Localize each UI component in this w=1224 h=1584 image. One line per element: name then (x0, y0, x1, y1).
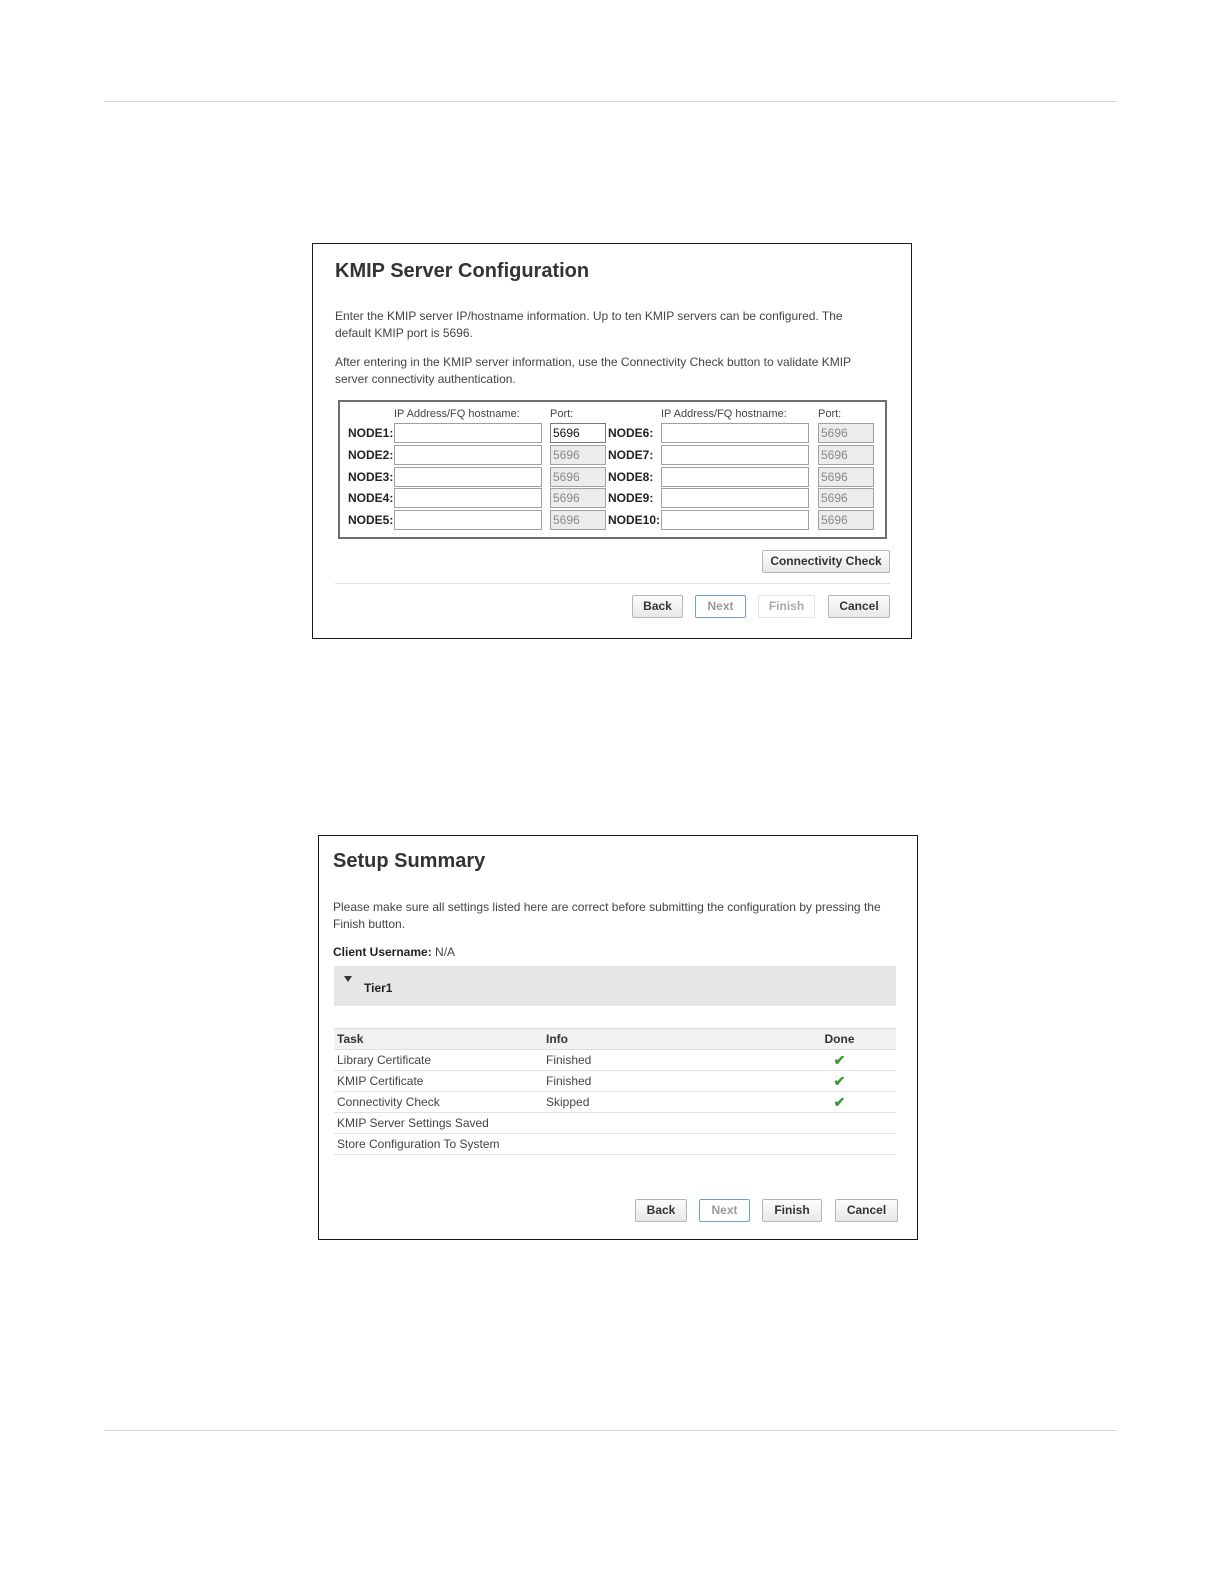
summary-finish-button[interactable]: Finish (762, 1199, 822, 1222)
task-info: Finished (543, 1071, 783, 1092)
node-ip-input[interactable] (394, 467, 542, 487)
node-port-input[interactable]: 5696 (550, 510, 606, 530)
task-row (334, 1134, 896, 1155)
task-row (334, 1092, 896, 1113)
node-ip-input[interactable] (394, 488, 542, 508)
task-name: Connectivity Check (334, 1092, 543, 1113)
node-port-input[interactable]: 5696 (818, 467, 874, 487)
kmip-intro-text: Enter the KMIP server IP/hostname information. Up to ten KMIP servers can be configured. The default KMIP port is 5696. (335, 309, 843, 340)
node-label: NODE6: (608, 426, 654, 440)
task-name: Library Certificate (334, 1050, 543, 1071)
task-name: KMIP Server Settings Saved (334, 1113, 543, 1134)
checkmark-icon: ✔ (833, 1051, 846, 1068)
summary-next-button[interactable]: Next (699, 1199, 750, 1222)
node-port-input[interactable]: 5696 (818, 488, 874, 508)
task-info (543, 1113, 783, 1134)
ip-column-header-left: IP Address/FQ hostname: (394, 408, 520, 420)
node-label: NODE3: (348, 469, 394, 484)
setup-summary-panel (318, 835, 918, 1240)
node-label: NODE1: (348, 426, 394, 440)
done-column-header: Done (783, 1029, 896, 1050)
task-info (543, 1134, 783, 1155)
summary-back-button[interactable]: Back (635, 1199, 687, 1222)
task-done-cell (783, 1134, 896, 1155)
kmip-config-panel (312, 243, 912, 639)
tier-label: Tier1 (364, 981, 393, 995)
client-username-label: Client Username: (333, 945, 432, 959)
page-bottom-rule (104, 1430, 1117, 1431)
checkmark-icon: ✔ (833, 1072, 846, 1089)
node-ip-input[interactable] (661, 488, 809, 508)
node-label: NODE4: (348, 491, 394, 506)
summary-cancel-button[interactable]: Cancel (835, 1199, 898, 1222)
page-top-rule (104, 101, 1117, 102)
client-username-value: N/A (435, 945, 456, 959)
kmip-back-button[interactable]: Back (632, 595, 683, 618)
summary-intro-text: Please make sure all settings listed here are correct before submitting the configuration by pressing the Finish button. (333, 900, 881, 931)
kmip-node-grid (338, 400, 887, 539)
node-label: NODE10: (608, 513, 661, 528)
ip-column-header-right: IP Address/FQ hostname: (661, 408, 787, 420)
tier-section-header[interactable] (334, 966, 896, 1006)
kmip-footer-divider (335, 583, 890, 584)
task-name: Store Configuration To System (334, 1134, 543, 1155)
kmip-finish-button[interactable]: Finish (758, 595, 815, 618)
summary-title: Setup Summary (333, 850, 486, 872)
node-ip-input[interactable] (661, 445, 809, 465)
node-port-input[interactable]: 5696 (550, 488, 606, 508)
port-column-header-left: Port: (550, 408, 574, 420)
node-ip-input[interactable] (394, 445, 542, 465)
node-port-input[interactable]: 5696 (818, 423, 874, 443)
connectivity-check-button[interactable]: Connectivity Check (762, 550, 890, 573)
node-label: NODE8: (608, 469, 654, 484)
node-port-input[interactable]: 5696 (550, 445, 606, 465)
kmip-title: KMIP Server Configuration (335, 260, 590, 282)
port-column-header-right: Port: (818, 408, 842, 420)
task-done-cell (783, 1092, 896, 1113)
node-ip-input[interactable] (661, 423, 809, 443)
node-port-input[interactable]: 5696 (550, 423, 606, 443)
node-label: NODE9: (608, 491, 654, 506)
task-table-header (334, 1029, 896, 1050)
task-row (334, 1113, 896, 1134)
task-row (334, 1050, 896, 1071)
node-ip-input[interactable] (394, 423, 542, 443)
kmip-next-button[interactable]: Next (695, 595, 746, 618)
info-column-header: Info (543, 1029, 783, 1050)
node-ip-input[interactable] (394, 510, 542, 530)
task-done-cell (783, 1113, 896, 1134)
task-table (334, 1028, 896, 1155)
node-label: NODE2: (348, 447, 394, 462)
node-label: NODE5: (348, 513, 394, 528)
task-done-cell (783, 1050, 896, 1071)
node-port-input[interactable]: 5696 (818, 510, 874, 530)
node-port-input[interactable]: 5696 (550, 467, 606, 487)
node-port-input[interactable]: 5696 (818, 445, 874, 465)
task-info: Skipped (543, 1092, 783, 1113)
node-label: NODE7: (608, 447, 654, 462)
collapse-arrow-icon[interactable] (344, 976, 352, 982)
kmip-instruction-text: After entering in the KMIP server information, use the Connectivity Check button to validate KMIP server connectivity authentication. (335, 355, 851, 386)
task-done-cell (783, 1071, 896, 1092)
kmip-cancel-button[interactable]: Cancel (828, 595, 890, 618)
task-name: KMIP Certificate (334, 1071, 543, 1092)
task-column-header: Task (334, 1029, 543, 1050)
node-ip-input[interactable] (661, 467, 809, 487)
node-ip-input[interactable] (661, 510, 809, 530)
task-info: Finished (543, 1050, 783, 1071)
task-row (334, 1071, 896, 1092)
client-username-line (333, 945, 455, 959)
checkmark-icon: ✔ (833, 1093, 846, 1110)
